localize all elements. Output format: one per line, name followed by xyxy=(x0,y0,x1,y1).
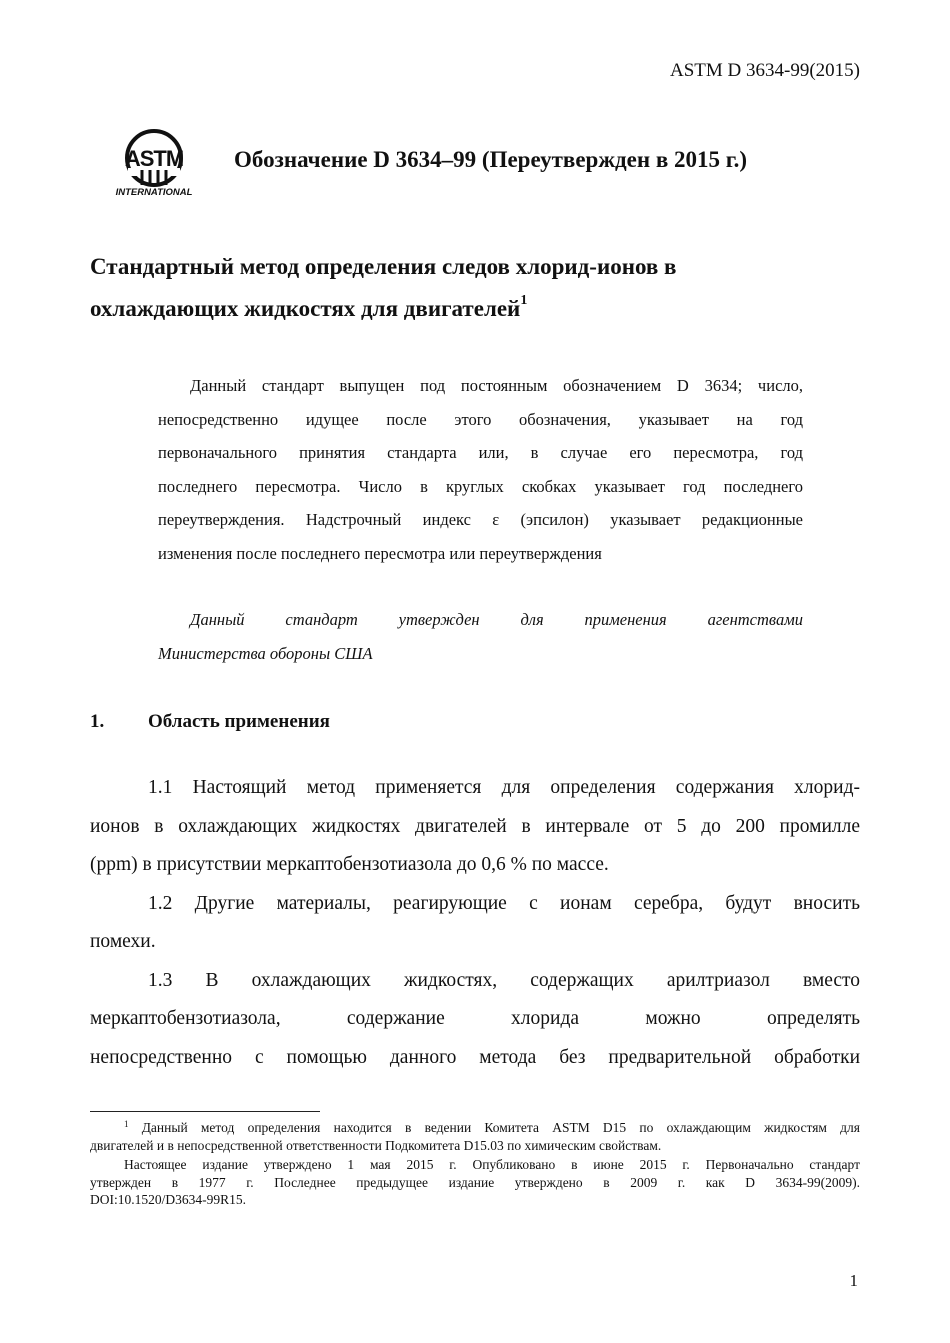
footnote-separator xyxy=(90,1111,320,1112)
footnote-mark: 1 xyxy=(124,1119,129,1129)
intro-line: переутверждения. Надстрочный индекс ε (эпсилон) указывает редакционные xyxy=(158,510,803,529)
intro-line: изменения после последнего пересмотра или переутверждения xyxy=(158,543,602,563)
page-number: 1 xyxy=(849,1271,858,1290)
paragraph-line: помехи. xyxy=(90,931,156,952)
intro-line: Данный стандарт выпущен под постоянным обозначением D 3634; число, xyxy=(190,376,803,395)
document-code: ASTM D 3634-99(2015) xyxy=(670,60,860,81)
dod-approval-note xyxy=(158,603,803,670)
astm-logo-icon xyxy=(112,128,196,198)
designation-heading: Обозначение D 3634–99 (Переутвержден в 2015 г.) xyxy=(234,147,748,172)
logo-text: ASTM xyxy=(124,146,184,171)
paragraph-line: 1.2 Другие материалы, реагирующие с ионам серебра, будут вносить xyxy=(148,892,860,914)
paragraph-line: ионов в охлаждающих жидкостях двигателей в интервале от 5 до 200 промилле xyxy=(90,815,860,837)
title-footnote-mark: 1 xyxy=(520,293,528,308)
title-line-2 xyxy=(90,288,860,330)
section-heading xyxy=(90,711,330,733)
footnote-text: Данный метод определения находится в ведении Комитета ASTM D15 по охлаждающим жидкостям для xyxy=(141,1120,860,1135)
intro-notice xyxy=(158,369,803,570)
paragraph-line: меркаптобензотиазола, содержание хлорида можно определять xyxy=(90,1008,860,1029)
footnotes xyxy=(90,1116,860,1209)
intro-line: непосредственно идущее после этого обозначения, указывает на год xyxy=(158,409,803,429)
section-body xyxy=(90,769,860,1077)
footnote-line: DOI:10.1520/D3634-99R15. xyxy=(90,1192,246,1207)
paragraph-line: 1.3 В охлаждающих жидкостях, содержащих арилтриазол вместо xyxy=(148,969,860,991)
footnote-line xyxy=(90,1116,860,1137)
dod-line: Данный стандарт утвержден для применения агентствами xyxy=(190,610,803,629)
dod-line: Министерства обороны США xyxy=(158,643,373,663)
intro-line: последнего пересмотра. Число в круглых скобках указывает год последнего xyxy=(158,476,803,496)
section-number: 1. xyxy=(90,711,105,732)
footnote-line: Настоящее издание утверждено 1 мая 2015 г. Опубликовано в июне 2015 г. Первоначально стандарт xyxy=(124,1157,860,1172)
title-line-2-text: охлаждающих жидкостях для двигателей xyxy=(90,296,521,321)
section-title: Область применения xyxy=(148,711,330,732)
paragraph-line: 1.1 Настоящий метод применяется для определения содержания хлорид- xyxy=(148,777,860,798)
paragraph-line: непосредственно с помощью данного метода без предварительной обработки xyxy=(90,1046,860,1068)
footnote-line: двигателей и в непосредственной ответственности Подкомитета D15.03 по химическим свойствам. xyxy=(90,1137,662,1153)
document-title xyxy=(90,246,860,330)
footnote-line: утвержден в 1977 г. Последнее предыдущее издание утверждено в 2009 г. как D 3634-99(2009). xyxy=(90,1174,860,1190)
logo-subtext: INTERNATIONAL xyxy=(115,187,193,198)
intro-line: первоначального принятия стандарта или, в случае его пересмотра, год xyxy=(158,443,803,462)
paragraph-line: (ppm) в присутствии меркаптобензотиазола до 0,6 % по массе. xyxy=(90,854,609,875)
title-line-1: Стандартный метод определения следов хлорид-ионов в xyxy=(90,254,677,279)
